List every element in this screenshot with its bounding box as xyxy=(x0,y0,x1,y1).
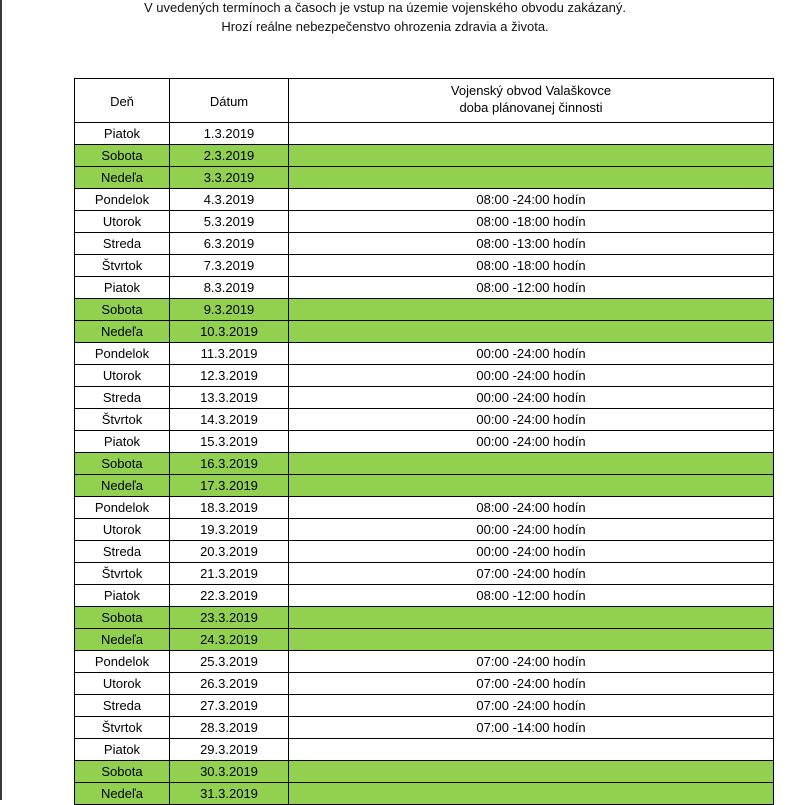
activity-time-cell: 00:00 -24:00 hodín xyxy=(289,365,774,387)
date-cell: 28.3.2019 xyxy=(170,717,289,739)
date-cell: 3.3.2019 xyxy=(170,167,289,189)
activity-time-cell: 08:00 -13:00 hodín xyxy=(289,233,774,255)
date-cell: 14.3.2019 xyxy=(170,409,289,431)
table-row xyxy=(75,541,774,563)
activity-time-cell xyxy=(289,167,774,189)
activity-time-cell: 07:00 -24:00 hodín xyxy=(289,563,774,585)
activity-time-cell: 00:00 -24:00 hodín xyxy=(289,387,774,409)
page-left-border xyxy=(0,0,2,800)
table-row-weekend xyxy=(75,607,774,629)
table-row xyxy=(75,255,774,277)
date-cell: 10.3.2019 xyxy=(170,321,289,343)
activity-time-cell: 08:00 -24:00 hodín xyxy=(289,497,774,519)
activity-time-cell: 08:00 -24:00 hodín xyxy=(289,189,774,211)
date-cell: 12.3.2019 xyxy=(170,365,289,387)
day-cell: Utorok xyxy=(75,673,170,695)
table-row xyxy=(75,497,774,519)
activity-time-cell xyxy=(289,607,774,629)
date-cell: 25.3.2019 xyxy=(170,651,289,673)
activity-time-cell: 07:00 -24:00 hodín xyxy=(289,673,774,695)
date-cell: 20.3.2019 xyxy=(170,541,289,563)
activity-time-cell: 08:00 -18:00 hodín xyxy=(289,255,774,277)
table-row xyxy=(75,519,774,541)
day-cell: Piatok xyxy=(75,123,170,145)
table-row xyxy=(75,387,774,409)
table-row-weekend xyxy=(75,453,774,475)
table-row-weekend xyxy=(75,783,774,805)
activity-time-cell xyxy=(289,783,774,805)
date-cell: 9.3.2019 xyxy=(170,299,289,321)
activity-time-cell xyxy=(289,321,774,343)
date-cell: 26.3.2019 xyxy=(170,673,289,695)
day-cell: Nedeľa xyxy=(75,475,170,497)
day-cell: Piatok xyxy=(75,431,170,453)
header-activity-title: Vojenský obvod Valaškovce xyxy=(450,83,612,98)
date-cell: 29.3.2019 xyxy=(170,739,289,761)
table-row-weekend xyxy=(75,167,774,189)
activity-time-cell: 00:00 -24:00 hodín xyxy=(289,431,774,453)
table-row xyxy=(75,651,774,673)
table-row xyxy=(75,233,774,255)
day-cell: Streda xyxy=(75,233,170,255)
table-row xyxy=(75,585,774,607)
table-row xyxy=(75,717,774,739)
activity-time-cell xyxy=(289,739,774,761)
activity-time-cell: 08:00 -12:00 hodín xyxy=(289,585,774,607)
date-cell: 1.3.2019 xyxy=(170,123,289,145)
date-cell: 16.3.2019 xyxy=(170,453,289,475)
table-row-weekend xyxy=(75,321,774,343)
table-row xyxy=(75,123,774,145)
activity-time-cell: 07:00 -24:00 hodín xyxy=(289,695,774,717)
activity-time-cell xyxy=(289,629,774,651)
day-cell: Utorok xyxy=(75,519,170,541)
activity-time-cell: 00:00 -24:00 hodín xyxy=(289,343,774,365)
date-cell: 8.3.2019 xyxy=(170,277,289,299)
day-cell: Utorok xyxy=(75,211,170,233)
activity-time-cell: 07:00 -24:00 hodín xyxy=(289,651,774,673)
day-cell: Sobota xyxy=(75,299,170,321)
schedule-table xyxy=(74,78,774,805)
table-row-weekend xyxy=(75,761,774,783)
header-date: Dátum xyxy=(170,79,289,123)
activity-time-cell xyxy=(289,145,774,167)
date-cell: 24.3.2019 xyxy=(170,629,289,651)
date-cell: 11.3.2019 xyxy=(170,343,289,365)
header-activity-subtitle: doba plánovanej činnosti xyxy=(459,100,603,115)
activity-time-cell: 07:00 -14:00 hodín xyxy=(289,717,774,739)
table-row xyxy=(75,277,774,299)
date-cell: 6.3.2019 xyxy=(170,233,289,255)
activity-time-cell: 08:00 -18:00 hodín xyxy=(289,211,774,233)
day-cell: Sobota xyxy=(75,145,170,167)
table-row-weekend xyxy=(75,145,774,167)
table-row xyxy=(75,365,774,387)
table-row xyxy=(75,409,774,431)
table-row xyxy=(75,211,774,233)
notice-heading-line-1: V uvedených termínoch a časoch je vstup na územie vojenského obvodu zakázaný. xyxy=(143,0,626,15)
table-row xyxy=(75,343,774,365)
day-cell: Pondelok xyxy=(75,651,170,673)
table-row xyxy=(75,189,774,211)
day-cell: Nedeľa xyxy=(75,629,170,651)
table-row xyxy=(75,695,774,717)
date-cell: 30.3.2019 xyxy=(170,761,289,783)
table-row-weekend xyxy=(75,475,774,497)
schedule-table-body xyxy=(75,123,774,805)
day-cell: Streda xyxy=(75,387,170,409)
table-row-weekend xyxy=(75,629,774,651)
activity-time-cell: 00:00 -24:00 hodín xyxy=(289,409,774,431)
activity-time-cell xyxy=(289,299,774,321)
header-day: Deň xyxy=(75,79,170,123)
day-cell: Streda xyxy=(75,695,170,717)
date-cell: 31.3.2019 xyxy=(170,783,289,805)
date-cell: 13.3.2019 xyxy=(170,387,289,409)
date-cell: 22.3.2019 xyxy=(170,585,289,607)
day-cell: Streda xyxy=(75,541,170,563)
day-cell: Piatok xyxy=(75,739,170,761)
day-cell: Sobota xyxy=(75,453,170,475)
day-cell: Piatok xyxy=(75,585,170,607)
activity-time-cell: 00:00 -24:00 hodín xyxy=(289,541,774,563)
day-cell: Sobota xyxy=(75,607,170,629)
day-cell: Pondelok xyxy=(75,343,170,365)
date-cell: 18.3.2019 xyxy=(170,497,289,519)
table-row xyxy=(75,673,774,695)
schedule-table-header xyxy=(75,79,774,123)
day-cell: Piatok xyxy=(75,277,170,299)
header-activity-period xyxy=(289,79,774,123)
day-cell: Pondelok xyxy=(75,189,170,211)
activity-time-cell: 00:00 -24:00 hodín xyxy=(289,519,774,541)
date-cell: 17.3.2019 xyxy=(170,475,289,497)
table-row xyxy=(75,431,774,453)
day-cell: Štvrtok xyxy=(75,255,170,277)
activity-time-cell xyxy=(289,475,774,497)
date-cell: 27.3.2019 xyxy=(170,695,289,717)
date-cell: 2.3.2019 xyxy=(170,145,289,167)
activity-time-cell xyxy=(289,453,774,475)
date-cell: 21.3.2019 xyxy=(170,563,289,585)
activity-time-cell xyxy=(289,761,774,783)
day-cell: Nedeľa xyxy=(75,167,170,189)
date-cell: 15.3.2019 xyxy=(170,431,289,453)
date-cell: 7.3.2019 xyxy=(170,255,289,277)
table-row-weekend xyxy=(75,299,774,321)
table-row xyxy=(75,563,774,585)
activity-time-cell xyxy=(289,123,774,145)
notice-heading-line-2: Hrozí reálne nebezpečenstvo ohrozenia zdravia a života. xyxy=(221,19,549,34)
activity-time-cell: 08:00 -12:00 hodín xyxy=(289,277,774,299)
day-cell: Utorok xyxy=(75,365,170,387)
day-cell: Štvrtok xyxy=(75,563,170,585)
date-cell: 19.3.2019 xyxy=(170,519,289,541)
table-row xyxy=(75,739,774,761)
day-cell: Sobota xyxy=(75,761,170,783)
header-row xyxy=(75,79,774,123)
day-cell: Nedeľa xyxy=(75,783,170,805)
date-cell: 4.3.2019 xyxy=(170,189,289,211)
day-cell: Štvrtok xyxy=(75,409,170,431)
date-cell: 5.3.2019 xyxy=(170,211,289,233)
day-cell: Nedeľa xyxy=(75,321,170,343)
day-cell: Štvrtok xyxy=(75,717,170,739)
date-cell: 23.3.2019 xyxy=(170,607,289,629)
day-cell: Pondelok xyxy=(75,497,170,519)
